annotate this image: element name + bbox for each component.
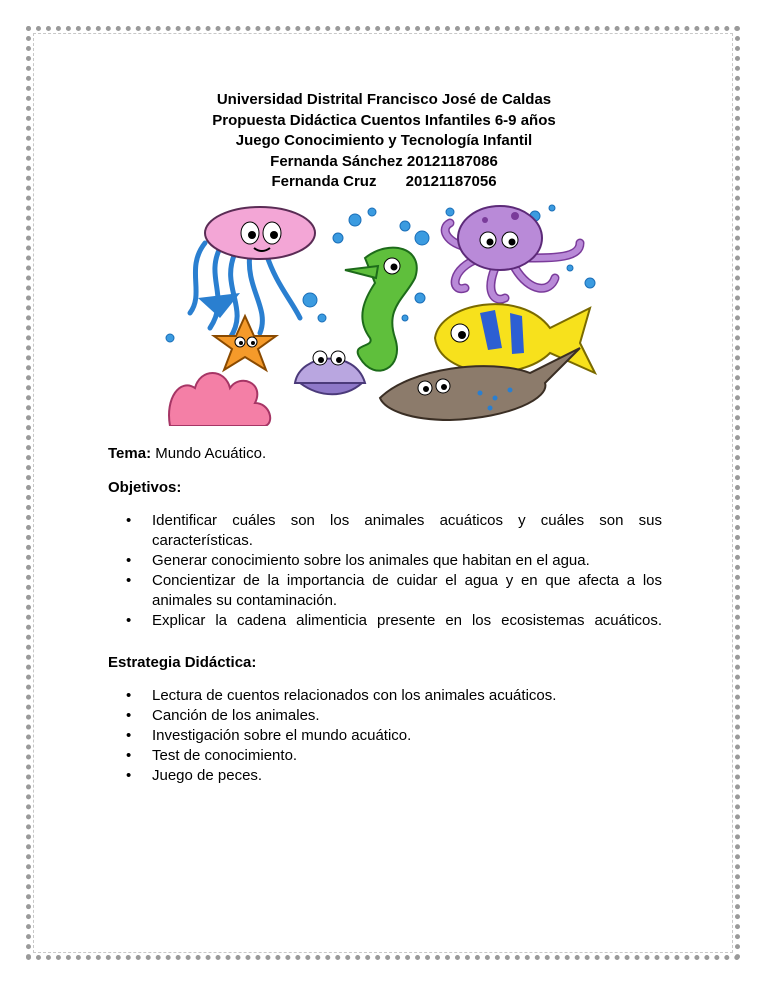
objetivos-heading: Objetivos: bbox=[108, 479, 182, 496]
list-item: • Investigación sobre el mundo acuático. bbox=[126, 727, 412, 744]
bullet-icon: • bbox=[126, 612, 132, 629]
clam-shell bbox=[295, 351, 365, 394]
octopus bbox=[445, 206, 580, 299]
author-line-2: Fernanda Cruz 20121187056 bbox=[271, 173, 497, 190]
list-item: • Test de conocimiento. bbox=[126, 747, 298, 764]
list-item: • Canción de los animales. bbox=[126, 707, 320, 724]
tema-label: Tema: bbox=[108, 445, 152, 462]
document-body bbox=[108, 444, 662, 786]
objetivos-list bbox=[108, 511, 662, 631]
university-line: Universidad Distrital Francisco José de Caldas bbox=[216, 91, 552, 108]
list-item: • Lectura de cuentos relacionados con los animales acuáticos. bbox=[126, 687, 557, 704]
bullet-icon: • bbox=[126, 687, 132, 704]
bullet-icon: • bbox=[126, 747, 132, 764]
list-item: • Explicar la cadena alimenticia presente en los ecosistemas acuáticos. bbox=[126, 612, 662, 629]
list-item: • Concientizar de la importancia de cuidar el agua y en que afecta a los animales su contaminación. bbox=[126, 572, 662, 609]
yellow-fish bbox=[435, 304, 595, 373]
list-item: • Identificar cuáles son los animales acuáticos y cuáles son sus características. bbox=[126, 512, 662, 549]
list-item: • Juego de peces. bbox=[126, 767, 263, 784]
coral bbox=[169, 373, 270, 426]
bullet-icon: • bbox=[126, 552, 132, 569]
proposal-line: Propuesta Didáctica Cuentos Infantiles 6-9 años bbox=[212, 111, 556, 129]
bullet-icon: • bbox=[126, 512, 132, 529]
list-item: • Generar conocimiento sobre los animales que habitan en el agua. bbox=[126, 552, 590, 569]
bullet-icon: • bbox=[126, 727, 132, 744]
tema-paragraph bbox=[108, 444, 662, 464]
tema-value: Mundo Acuático. bbox=[151, 445, 267, 462]
author-line-1: Fernanda Sánchez 20121187086 bbox=[270, 152, 498, 170]
seahorse bbox=[345, 248, 417, 371]
starfish bbox=[214, 316, 276, 370]
course-line: Juego Conocimiento y Tecnología Infantil bbox=[235, 132, 533, 149]
estrategia-list bbox=[108, 686, 662, 786]
bullet-icon: • bbox=[126, 707, 132, 724]
bullet-icon: • bbox=[126, 572, 132, 589]
estrategia-heading: Estrategia Didáctica: bbox=[108, 654, 257, 671]
document-header bbox=[0, 90, 768, 193]
bullet-icon: • bbox=[126, 767, 132, 784]
jellyfish bbox=[190, 207, 315, 338]
sea-animals-illustration bbox=[150, 198, 610, 426]
